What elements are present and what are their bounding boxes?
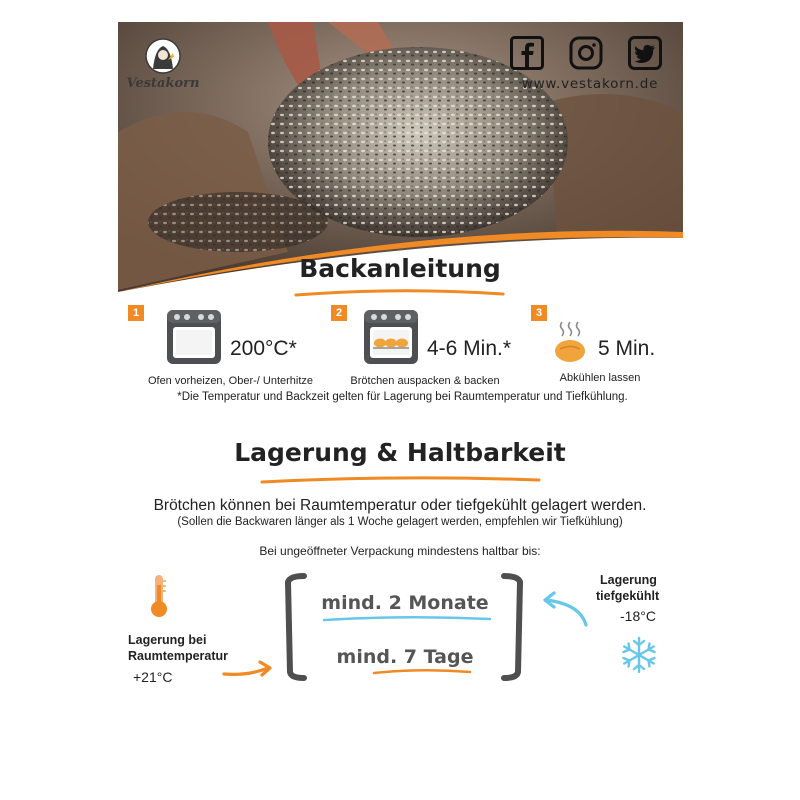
step-3-caption: Abkühlen lassen — [559, 372, 641, 384]
step-1-caption: Ofen vorheizen, Ober-/ Unterhitze — [147, 375, 314, 387]
storage-title-underline — [258, 473, 543, 487]
room-label-line2: Raumtemperatur — [128, 649, 229, 663]
frozen-label-line1: Lagerung — [600, 573, 657, 587]
frozen-arrow-icon — [538, 590, 592, 630]
baking-footnote: *Die Temperatur und Backzeit gelten für Lagerung bei Raumtemperatur und Tiefkühlung. — [177, 391, 628, 403]
room-label-line1: Lagerung bei — [128, 633, 207, 647]
oven-icon — [165, 308, 223, 366]
step-2-caption: Brötchen auspacken & backen — [350, 375, 500, 387]
step-2-value: 4-6 Min.* — [427, 337, 512, 360]
cooling-roll-icon — [550, 320, 590, 364]
step-2-number: 2 — [331, 305, 347, 321]
frozen-duration: mind. 2 Monate — [321, 592, 489, 614]
thermometer-icon — [148, 573, 170, 619]
room-temperature: +21°C — [133, 669, 173, 685]
facebook-icon[interactable] — [510, 36, 544, 70]
instagram-icon[interactable] — [569, 36, 603, 70]
shelf-life-label: Bei ungeöffneter Verpackung mindestens haltbar bis: — [259, 544, 541, 558]
step-1-value: 200°C* — [230, 337, 297, 360]
room-underline — [372, 667, 472, 677]
website-link[interactable]: www.vestakorn.de — [521, 76, 659, 92]
snowflake-icon — [620, 636, 658, 674]
right-bracket — [500, 572, 528, 684]
frozen-underline — [322, 614, 492, 624]
storage-intro: Brötchen können bei Raumtemperatur oder tiefgekühlt gelagert werden. — [153, 497, 647, 514]
storage-note: (Sollen die Backwaren länger als 1 Woche gelagert werden, empfehlen wir Tiefkühlung) — [177, 516, 623, 528]
frozen-label-line2: tiefgekühlt — [596, 589, 660, 603]
oven-rolls-icon — [362, 308, 420, 366]
title-underline — [292, 286, 507, 300]
storage-title: Lagerung & Haltbarkeit — [234, 438, 566, 467]
brand-logo[interactable] — [118, 34, 208, 104]
frozen-temperature: -18°C — [620, 608, 656, 624]
logo-text: Vestakorn — [126, 76, 200, 91]
step-3-value: 5 Min. — [598, 337, 656, 360]
baking-title: Backanleitung — [299, 254, 501, 283]
left-bracket — [280, 572, 308, 684]
room-duration: mind. 7 Tage — [336, 646, 474, 668]
step-1-number: 1 — [128, 305, 144, 321]
room-arrow-icon — [220, 658, 276, 682]
twitter-icon[interactable] — [628, 36, 662, 70]
step-3-number: 3 — [531, 305, 547, 321]
